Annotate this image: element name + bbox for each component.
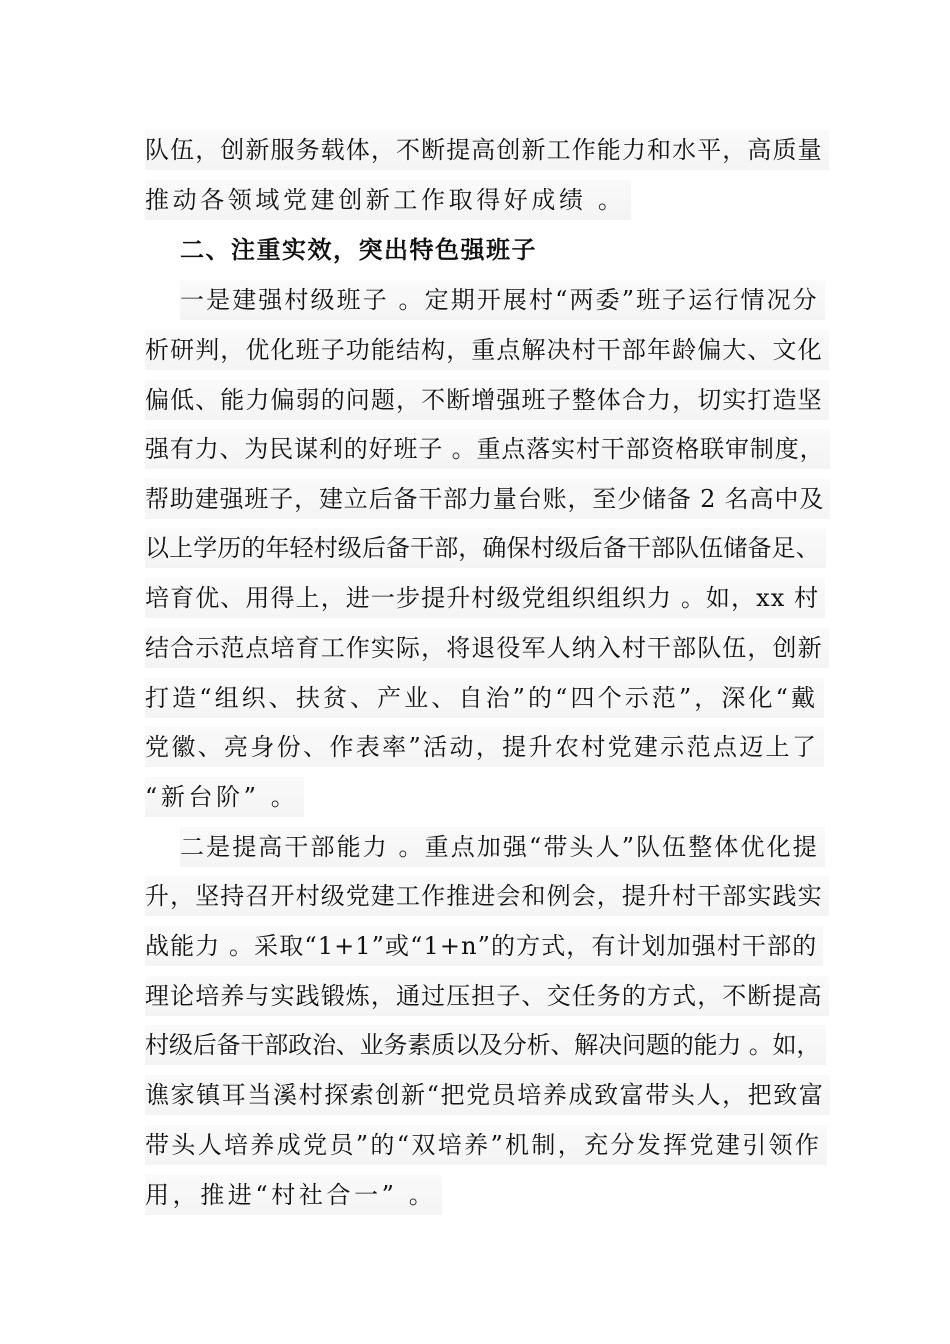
paragraph-line: 谯家镇耳当溪村探索创新“把党员培养成致富带头人，把致富 — [145, 1075, 830, 1115]
paragraph-line: “新台阶” 。 — [145, 777, 304, 817]
paragraph-line: 结合示范点培育工作实际，将退役军人纳入村干部队伍，创新 — [145, 628, 829, 668]
paragraph-line: 析研判，优化班子功能结构，重点解决村干部年龄偏大、文化 — [145, 330, 829, 370]
paragraph-line: 队伍，创新服务载体，不断提高创新工作能力和水平，高质量 — [145, 130, 829, 170]
paragraph-line: 强有力、为民谋利的好班子 。重点落实村干部资格联审制度， — [145, 429, 830, 469]
paragraph-line: 理论培养与实践锻炼，通过压担子、交任务的方式，不断提高 — [145, 976, 829, 1016]
paragraph-line: 偏低、能力偏弱的问题，不断增强班子整体合力，切实打造坚 — [145, 380, 829, 420]
paragraph-line: 村级后备干部政治、业务素质以及分析、解决问题的能力 。如， — [145, 1025, 826, 1065]
paragraph-line: 打造“组织、扶贫、产业、自治”的“四个示范”，深化“戴 — [145, 678, 824, 718]
paragraph-line: 带头人培养成党员”的“双培养”机制，充分发挥党建引领作 — [145, 1125, 827, 1165]
paragraph-line: 战能力 。采取“1+1”或“1+n”的方式，有计划加强村干部的 — [145, 926, 823, 966]
section-heading: 二、注重实效，突出特色强班子 — [180, 236, 537, 264]
paragraph-line: 推动各领域党建创新工作取得好成绩 。 — [145, 180, 631, 220]
paragraph-line: 帮助建强班子，建立后备干部力量台账，至少储备 2 名高中及 — [145, 479, 830, 519]
paragraph-line: 党徽、亮身份、作表率”活动，提升农村党建示范点迈上了 — [145, 727, 824, 767]
paragraph-line: 培育优、用得上，进一步提升村级党组织组织力 。如，xx 村 — [145, 578, 825, 618]
paragraph-line: 用，推进“村社合一” 。 — [145, 1175, 442, 1215]
paragraph-line: 以上学历的年轻村级后备干部，确保村级后备干部队伍储备足、 — [145, 528, 826, 568]
paragraph-line: 二是提高干部能力 。重点加强“带头人”队伍整体优化提 — [180, 827, 825, 867]
paragraph-line: 升，坚持召开村级党建工作推进会和例会，提升村干部实践实 — [145, 876, 829, 916]
paragraph-line: 一是建强村级班子 。定期开展村“两委”班子运行情况分 — [180, 280, 825, 320]
